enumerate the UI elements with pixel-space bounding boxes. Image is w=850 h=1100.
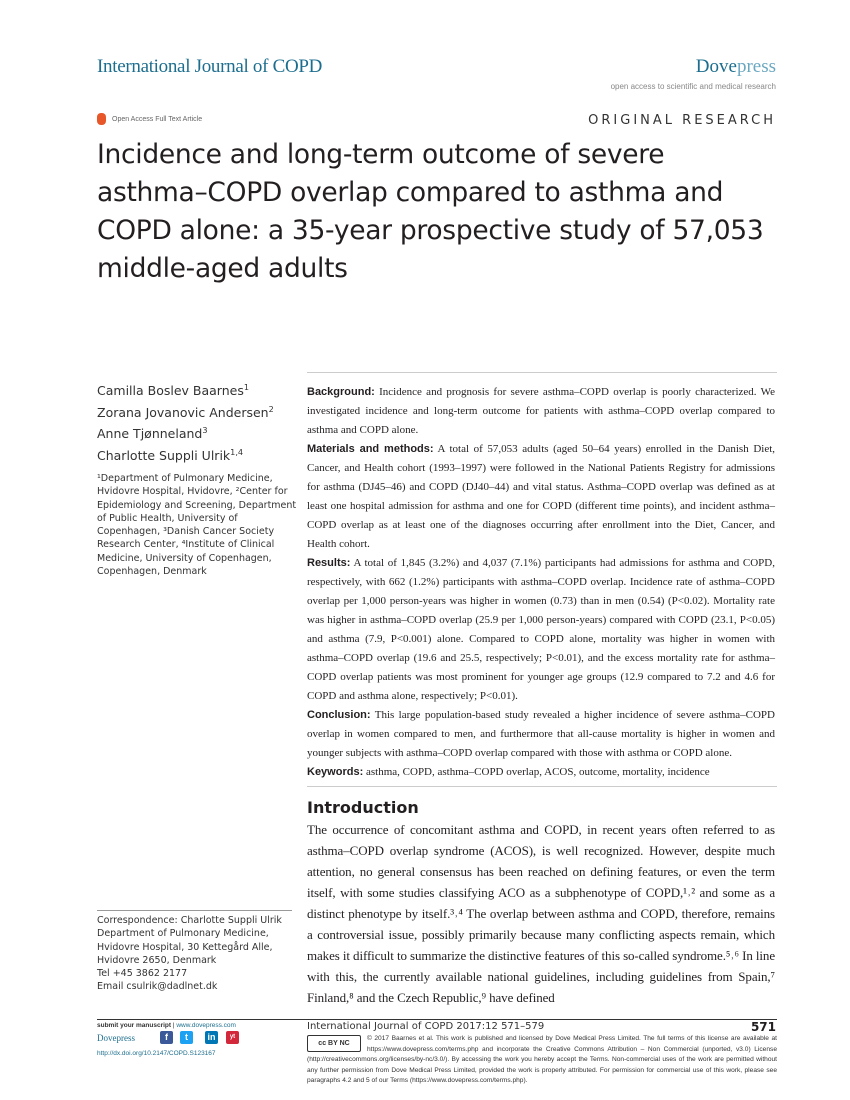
abstract xyxy=(307,383,775,782)
section-text: Incidence and prognosis for severe asthma–COPD overlap is poorly characterized. We investigated incidence and long-term outcome for patients with asthma–COPD overlap compared to asthma and COPD alone. xyxy=(307,386,775,436)
corr-line: Correspondence: Charlotte Suppli Ulrik xyxy=(97,915,282,926)
page-number: 571 xyxy=(750,1020,776,1034)
section-label: Background: xyxy=(307,386,375,398)
twitter-icon[interactable]: t xyxy=(180,1031,193,1044)
right-column xyxy=(307,372,777,1008)
section-heading: Introduction xyxy=(307,798,419,817)
article-type: ORIGINAL RESEARCH xyxy=(588,113,776,128)
correspondence xyxy=(97,914,297,994)
divider xyxy=(307,786,777,787)
corr-line: Department of Pulmonary Medicine, xyxy=(97,928,269,940)
author-sup: 2 xyxy=(268,403,274,414)
footer xyxy=(0,1019,850,1099)
divider xyxy=(307,372,777,373)
open-access-text: Open Access Full Text Article xyxy=(112,115,203,123)
section-text: A total of 1,845 (3.2%) and 4,037 (7.1%) participants had admissions for asthma and COPD, respectively, with 662 (1.2%) participants with asthma–COPD overlap. Incidence rate of asthma–COPD overlap per 1,000 person-years was higher in women (0.73) than in men (0.54) (P<0.02). Mortality rate was higher in asthma–COPD overlap (25.9 per 1,000 person-years) compared with COPD (23.1, P<0.05) and asthma (7.9, P<0.001) alone. Compared to COPD alone, mortality was higher in women with asthma–COPD overlap (19.6 and 25.5, respectively; P<0.01), and the excess mortality rate for asthma–COPD overlap patients was most prominent for younger age groups (12.9 compared to 7.2 and 4.6 for COPD and asthma alone, respectively; P<0.01). xyxy=(307,557,775,702)
dovepress-logo[interactable]: Dovepress xyxy=(97,1033,135,1043)
footer-citation: International Journal of COPD 2017:12 571–579 xyxy=(307,1021,545,1032)
keywords xyxy=(307,763,775,782)
author xyxy=(97,402,297,424)
affiliations: ¹Department of Pulmonary Medicine, Hvidovre Hospital, Hvidovre, ²Center for Epidemiology and Screening, Department of Public Health, University of Copenhagen, ³Danish Cancer Society Research Center, ⁴Institute of Clinical Medicine, University of Copenhagen, Copenhagen, Denmark xyxy=(97,473,297,578)
abstract-methods xyxy=(307,440,775,554)
author-name: Anne Tjønneland xyxy=(97,426,203,441)
section-text: A total of 57,053 adults (aged 50–64 years) enrolled in the Danish Diet, Cancer, and Health cohort (1993–1997) were followed in the National Patients Registry for admissions for asthma (DJ45–46) and COPD (DJ40–44) and vital status. Asthma–COPD overlap was defined as at least one hospital admission for asthma and one for COPD (different time points), and incident asthma–COPD overlap as at least one of the diagnoses occurring after enrollment into the Diet, Cancer, and Health cohort. xyxy=(307,443,776,550)
author-name: Zorana Jovanovic Andersen xyxy=(97,404,269,420)
submit-label: submit your manuscript xyxy=(97,1022,172,1029)
divider xyxy=(97,910,292,911)
section-text: This large population-based study revealed a higher incidence of severe asthma–COPD overlap in women compared to men, and furthermore that all-cause mortality is higher in women and younger subjects with asthma–COPD overlap compared with those with asthma or COPD alone. xyxy=(307,709,775,759)
section-label: Conclusion: xyxy=(307,709,371,721)
section-label: Keywords: xyxy=(307,766,364,778)
author xyxy=(97,380,297,402)
left-column xyxy=(97,380,297,578)
tagline: open access to scientific and medical research xyxy=(610,82,776,91)
open-access-label xyxy=(97,113,202,125)
footer-divider xyxy=(97,1019,777,1020)
facebook-icon[interactable]: f xyxy=(160,1031,173,1044)
youtube-icon[interactable]: yt xyxy=(226,1031,239,1044)
open-access-icon xyxy=(97,113,106,125)
submit-manuscript[interactable]: submit your manuscript | www.dovepress.com xyxy=(97,1022,236,1029)
author xyxy=(97,423,297,445)
author xyxy=(97,445,297,467)
abstract-background xyxy=(307,383,775,440)
journal-name: International Journal of COPD xyxy=(97,56,323,77)
linkedin-icon[interactable]: in xyxy=(205,1031,218,1044)
author-list xyxy=(97,380,297,466)
abstract-conclusion xyxy=(307,706,775,763)
author-name: Camilla Boslev Baarnes xyxy=(97,383,244,398)
cc-license-icon[interactable]: cc BY NC xyxy=(307,1035,361,1052)
author-sup: 1,4 xyxy=(230,446,244,457)
corr-email[interactable]: Email csulrik@dadlnet.dk xyxy=(97,981,218,993)
publisher-logo-b: press xyxy=(736,56,776,77)
article-title: Incidence and long-term outcome of severe asthma–COPD overlap compared to asthma and COPD alone: a 35-year prospective study of 57,053 middle-aged adults xyxy=(97,139,764,284)
section-label: Results: xyxy=(307,557,351,569)
author-sup: 1 xyxy=(243,381,249,392)
license-block xyxy=(307,1034,777,1087)
author-sup: 3 xyxy=(202,424,208,435)
publisher-logo-a: Dove xyxy=(695,56,737,77)
license-text: © 2017 Baarnes et al. This work is published and licensed by Dove Medical Press Limited. The full terms of this license are available at https://www.dovepress.com/terms.php and incorporate the Creative Commons Attribution – Non Commercial (unported, v3.0) License (http://creativecommons.org/licenses/by-nc/3.0/). By accessing the work you hereby accept the Terms. Non-commercial uses of the work are permitted without any further permission from Dove Medical Press Limited, provided the work is properly attributed. For permission for commercial use of this work, please see paragraphs 4.2 and 5 of our Terms (https://www.dovepress.com/terms.php). xyxy=(307,1035,777,1084)
doi-link[interactable]: http://dx.doi.org/10.2147/COPD.S123167 xyxy=(97,1050,216,1057)
section-label: Materials and methods: xyxy=(307,443,434,455)
introduction-body xyxy=(307,819,775,1008)
author-name: Charlotte Suppli Ulrik xyxy=(97,447,231,463)
corr-line: Tel +45 3862 2177 xyxy=(97,968,188,980)
section-text: asthma, COPD, asthma–COPD overlap, ACOS, outcome, mortality, incidence xyxy=(363,766,710,778)
paragraph: The occurrence of concomitant asthma and COPD, in recent years often referred to as asthma–COPD overlap syndrome (ACOS), is well recognized. However, despite much attention, no general consensus has been reached on defining features, or even the term itself, with some studies classifying ACO as a subphenotype of COPD,¹˒² and some as a distinct phenotype by itself.³˒⁴ The overlap between asthma and COPD, therefore, remains a controversial issue, possibly primarily because many conflicting aspects remain, which makes it difficult to summarize the distinctive features of this so-called syndrome.⁵˒⁶ In line with this, the currently available national guidelines, including guidelines from Spain,⁷ Finland,⁸ and the Czech Republic,⁹ have defined xyxy=(307,822,775,1005)
abstract-results xyxy=(307,554,775,706)
corr-line: Hvidovre Hospital, 30 Kettegård Alle, xyxy=(97,941,273,953)
submit-link[interactable]: www.dovepress.com xyxy=(176,1022,236,1029)
corr-line: Hvidovre 2650, Denmark xyxy=(97,954,217,966)
publisher-logo xyxy=(696,56,776,78)
